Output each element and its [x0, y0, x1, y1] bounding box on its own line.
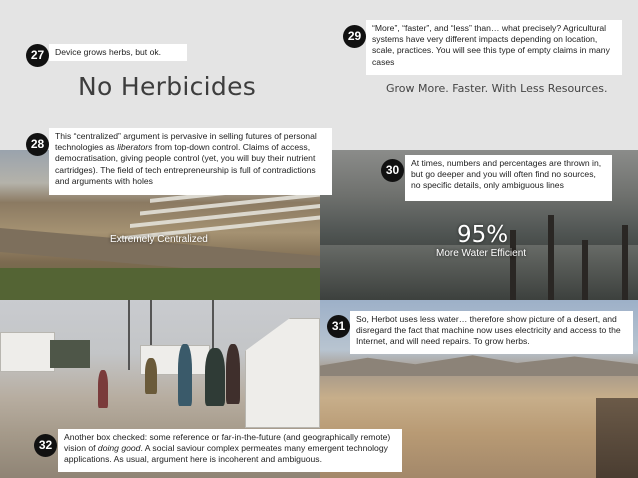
- greenhouse-roof-strip: [140, 193, 320, 216]
- page-title: No Herbicides: [78, 72, 257, 101]
- note-badge-30: 30: [381, 159, 404, 182]
- tent: [245, 318, 320, 428]
- note-badge-28: 28: [26, 133, 49, 156]
- note-28: [49, 128, 332, 195]
- note-badge-27: 27: [26, 44, 49, 67]
- water-efficiency-label: More Water Efficient: [436, 248, 527, 259]
- note-28-emphasis: liberators: [117, 142, 153, 153]
- wooden-structure: [596, 398, 638, 478]
- note-29: “More”, “faster”, and “less” than… what precisely? Agricultural systems have very different impacts depending on location, scale, practices. You will see this type of empty claims in many cases: [366, 20, 622, 75]
- pole: [128, 300, 130, 370]
- note-27: Device grows herbs, but ok.: [49, 44, 187, 61]
- note-32: [58, 429, 402, 472]
- person: [178, 344, 192, 406]
- person: [98, 370, 108, 408]
- note-28-text-end: from top-down control. Claims of access, democratisation, giving people control (yet, you will buy their nutrient cartridges). The field of tech entrepreneurship is full of contradictions and arguments with holes: [55, 142, 316, 186]
- tree-trunk: [548, 215, 554, 300]
- page-tagline: Grow More. Faster. With Less Resources.: [386, 82, 608, 95]
- tree-trunk: [510, 230, 516, 300]
- note-28-text: This “centralized” argument is pervasive in selling futures of personal technologies as: [55, 131, 317, 153]
- note-30: At times, numbers and percentages are thrown in, but go deeper and you will often find no sources, no specific details, only ambiguous lines: [405, 155, 612, 201]
- note-31: So, Herbot uses less water… therefore show picture of a desert, and disregard the fact that machine now uses electricity and access to the Internet, and will need repairs. To grow herbs.: [350, 311, 633, 354]
- truck: [50, 340, 90, 368]
- note-32-emphasis: doing good: [97, 443, 141, 454]
- note-badge-32: 32: [34, 434, 57, 457]
- note-badge-29: 29: [343, 25, 366, 48]
- note-badge-31: 31: [327, 315, 350, 338]
- note-32-text: Another box checked: some reference or far-in-the-future (and geographically remote) vision of: [64, 432, 391, 454]
- person: [145, 358, 157, 394]
- person: [205, 348, 225, 406]
- greenhouse-label: Extremely Centralized: [110, 234, 208, 245]
- tent: [0, 332, 55, 372]
- tree-trunk: [622, 225, 628, 300]
- note-32-text-end: . A social saviour complex permeates many emergent technology applications. As usual, argument here is incoherent and ambiguous.: [64, 443, 388, 465]
- green-field: [0, 268, 320, 300]
- water-efficiency-stat: 95%: [457, 222, 509, 248]
- tree-trunk: [582, 240, 588, 300]
- person: [226, 344, 240, 404]
